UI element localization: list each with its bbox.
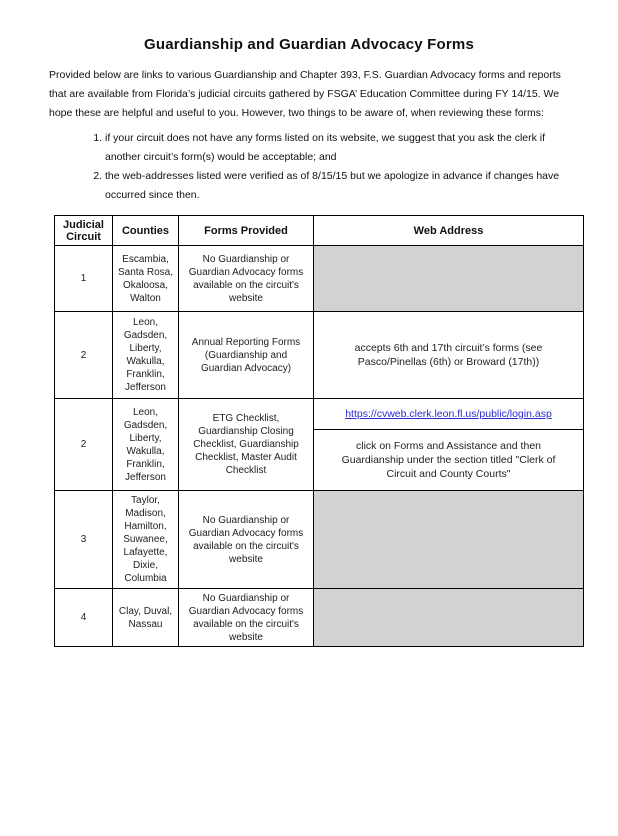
web-link-zone [314,400,583,430]
note-item-2: 2. the web-addresses listed were verified as of 8/15/15 but we apologize in advance if changes have occurred since then. [105,167,568,205]
col-header-judicial-circuit: Judicial Circuit [55,216,113,246]
counties-cell: Clay, Duval, Nassau [113,589,179,647]
col-header-forms-provided: Forms Provided [179,216,314,246]
table-row-circuit-2a [55,312,584,399]
forms-cell: Annual Reporting Forms (Guardianship and Guardian Advocacy) [179,312,314,399]
circuit-cell: 2 [55,312,113,399]
circuit-cell: 1 [55,246,113,312]
table-header-row [55,216,584,246]
forms-table [54,215,584,647]
circuit-cell: 2 [55,399,113,491]
table-row-circuit-4 [55,589,584,647]
counties-cell: Leon, Gadsden, Liberty, Wakulla, Franklin, Jefferson [113,399,179,491]
counties-cell: Leon, Gadsden, Liberty, Wakulla, Franklin, Jefferson [113,312,179,399]
web-address-split-wrap [314,400,583,490]
page-title: Guardianship and Guardian Advocacy Forms [143,36,475,53]
document-page [0,36,618,836]
counties-cell: Taylor, Madison, Hamilton, Suwanee, Lafayette, Dixie, Columbia [113,491,179,589]
intro-paragraph: Provided below are links to various Guardianship and Chapter 393, F.S. Guardian Advocacy forms and reports that are available from Florida’s judicial circuits gathered by FSGA’ Education Committee during FY 14/15. We hope these are helpful and useful to you. However, two things to be aware of, when reviewing these forms: [49,69,561,119]
forms-cell: ETG Checklist, Guardianship Closing Checklist, Guardianship Checklist, Master Audit Checklist [179,399,314,491]
note-item-1: 1. if your circuit does not have any forms listed on its website, we suggest that you ask the clerk if another circuit’s form(s) would be acceptable; and [105,129,568,167]
web-address-cell-hatched [314,589,584,647]
col-header-web-address: Web Address [314,216,584,246]
table-row-circuit-1 [55,246,584,312]
counties-cell: Escambia, Santa Rosa, Okaloosa, Walton [113,246,179,312]
table-row-circuit-3 [55,491,584,589]
forms-cell: No Guardianship or Guardian Advocacy forms available on the circuit's website [179,246,314,312]
web-link-instructions: click on Forms and Assistance and then Guardianship under the section titled "Clerk of Circuit and County Courts" [341,439,556,480]
web-address-cell-text: accepts 6th and 17th circuit’s forms (see Pasco/Pinellas (6th) or Broward (17th)) [314,312,584,399]
notes-list [105,129,568,205]
leon-clerk-login-link[interactable]: https://cvweb.clerk.leon.fl.us/public/login.asp [345,408,552,420]
web-address-cell-link-and-text [314,399,584,491]
circuit-cell: 4 [55,589,113,647]
table-row-circuit-2b [55,399,584,491]
web-address-cell-hatched [314,246,584,312]
col-header-counties: Counties [113,216,179,246]
circuit-cell: 3 [55,491,113,589]
forms-cell: No Guardianship or Guardian Advocacy forms available on the circuit's website [179,589,314,647]
web-address-cell-hatched [314,491,584,589]
forms-cell: No Guardianship or Guardian Advocacy forms available on the circuit's website [179,491,314,589]
